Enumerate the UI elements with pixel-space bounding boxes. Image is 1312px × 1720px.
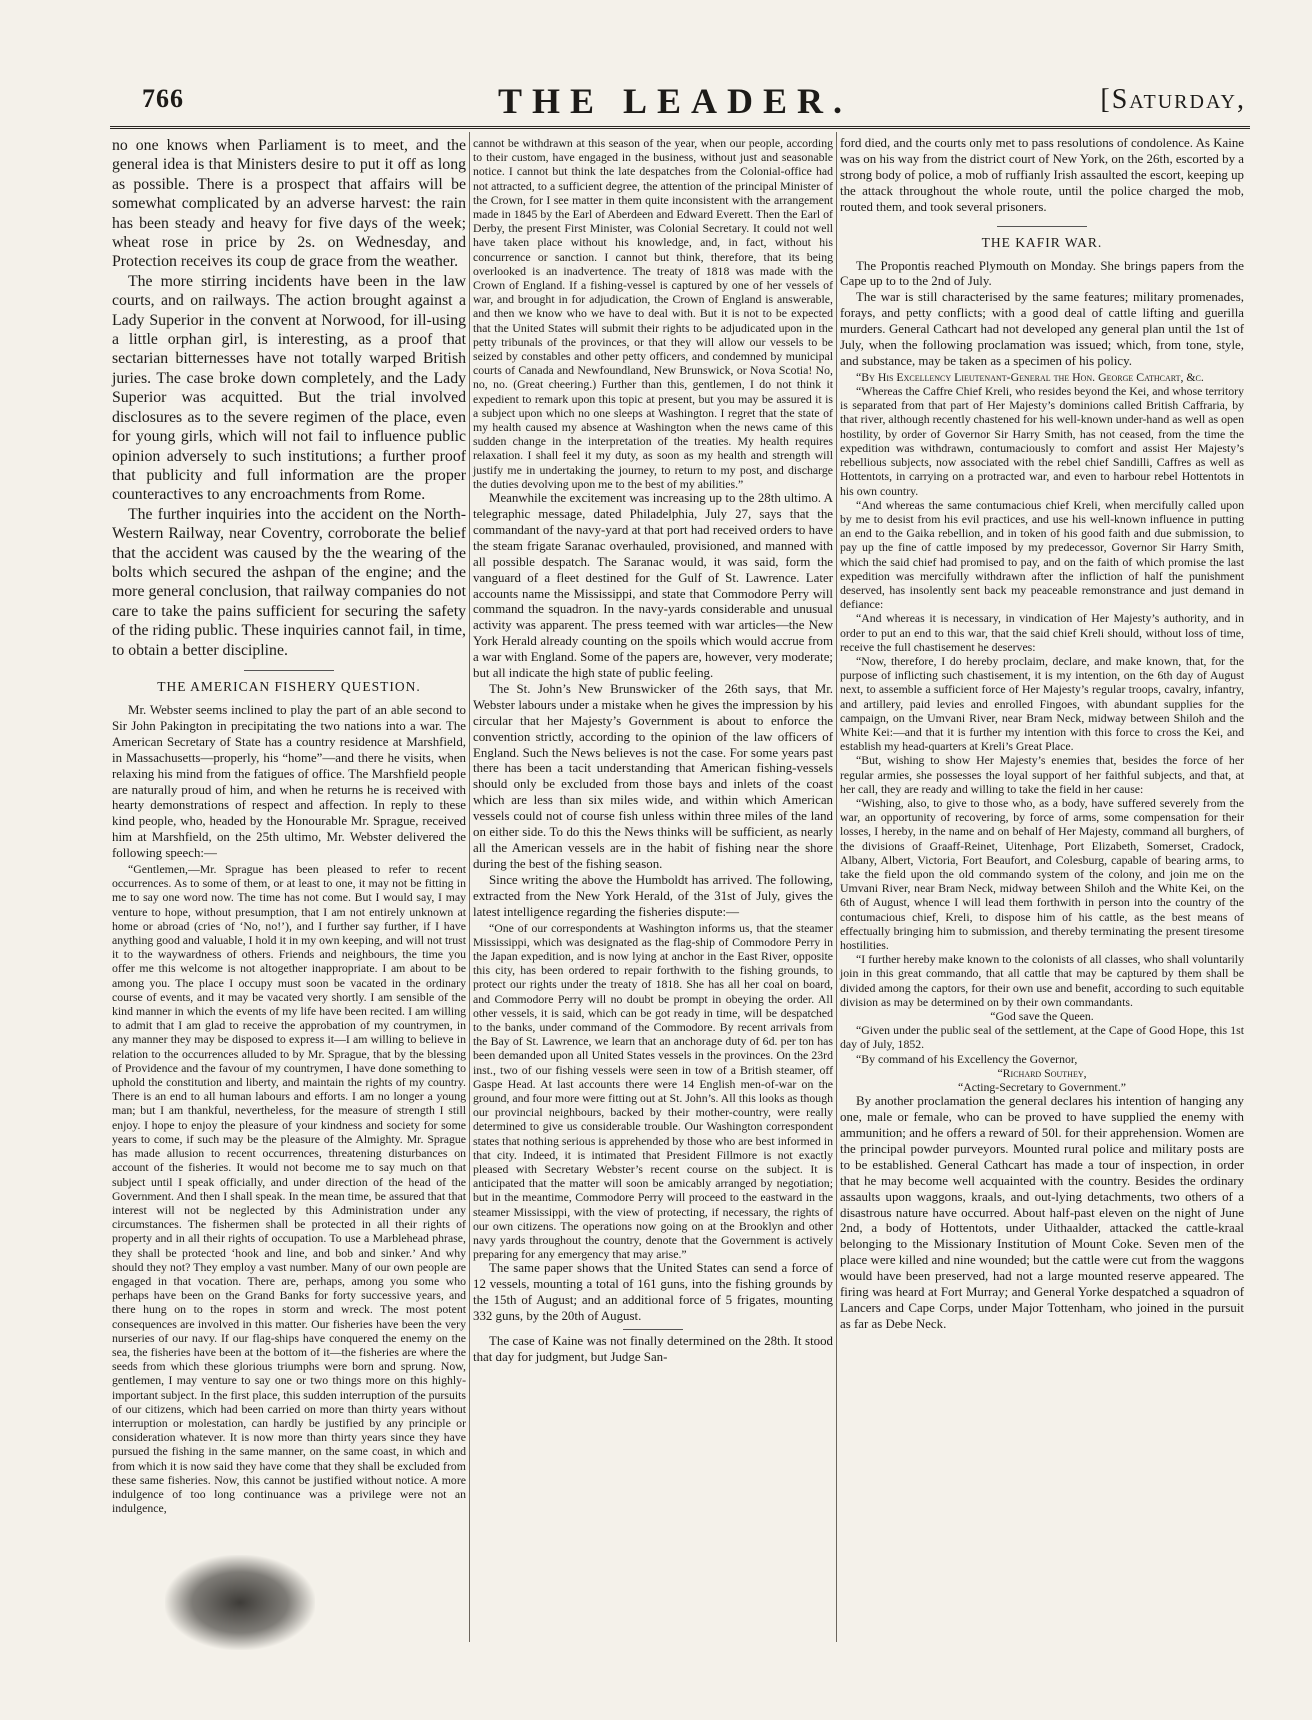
newspaper-title: THE LEADER. [498, 81, 853, 121]
proclamation-paragraph: “And whereas the same contumacious chief Kreli, when mercifully called upon by me to desist from his evil practices, and use his well-known influence in putting an end to the Gaika rebellion, and in token of his good faith and due submission, to pay up the fine of cattle imposed by my predecessor, Governor Sir Harry Smith, which the said chief had promised to pay, and on the faith of which promise the last expedition was mercifully withdrawn after the infliction of half the punishment deserved, has insolently sent back my peaceable remonstrance and just demand in defiance: [840, 497, 1244, 612]
fishery-heading: THE AMERICAN FISHERY QUESTION. [157, 678, 421, 694]
fishery-intro: Mr. Webster seems inclined to play the part of an able second to Sir John Pakington in precipitating the two nations into a war. The American Secretary of State has a country residence at Marshfield, in Massachusetts—properly, his “home”—and there he visits, when relaxing his mind from the fatigues of office. The Marshfield people are naturally proud of him, and when he returns he is received with hearty demonstrations of respect and affection. In reply to these kind people, who, headed by the Honourable Mr. Sprague, received him at Marshfield, on the 25th ultimo, Mr. Webster delivered the following speech:— [112, 702, 466, 861]
section-separator [997, 226, 1087, 227]
article-paragraph: The further inquiries into the accident on the North-Western Railway, near Coventry, corroborate the belief that the accident was caused by the the wearing of the bolts which secured the ashpan of the engine; and the more general conclusion, that railway companies do not care to take the pains sufficient for securing the safety of the riding public. These inquiries cannot fail, in time, to obtain a better discipline. [112, 505, 466, 659]
column-1 [112, 136, 466, 1515]
kaine-paragraph: The case of Kaine was not finally determined on the 28th. It stood that day for judgment, but Judge San- [473, 1334, 833, 1364]
proclamation-paragraph: “Now, therefore, I do hereby proclaim, declare, and make known, that, for the purpose of inflicting such chastisement, it is my intention, on the 6th day of August next, to assemble a sufficient force of Her Majesty’s regular troops, cavalry, infantry, and artillery, paid levies and enrolled Fingoes, with abundant supplies for the campaign, on the Umvani River, near Bram Neck, midway between Shiloh and the White Kei:—and that it is further my intention with this force to cross the Kei, and establish my head-quarters at Kreli’s Great Place. [840, 653, 1244, 754]
webster-speech: “Gentlemen,—Mr. Sprague has been pleased to refer to recent occurrences. As to some of them, or at least to one, it may not be fitting in me to say one word now. The time has not come. But I would say, I may venture to hope, without presumption, that I am not entirely unknown at home or abroad (cries of ‘No, no!’), and I further say further, if I have anything good and valuable, I hold it in my own keeping, and will not trust it to the waywardness of others. Friends and neighbours, the time you offer me this welcome is not altogether inappropriate. I am about to be among you. The place I occupy must soon be vacated in the ordinary course of events, and it may be vacated very shortly. I am sensible of the kind manner in which the events of my life have been recited. I am willing to admit that I am glad to receive the approbation of my countrymen, in any manner they may be disposed to express it—I am willing to believe in relation to the occurrences alluded to by Mr. Sprague, that by the blessing of Providence and the favour of my countrymen, I have done something to uphold the constitution and liberty, and maintain the rights of my country. There is an end to all human labours and efforts. I am no longer a young man; but I am thankful, nevertheless, for the measure of strength I still enjoy. I hope to enjoy the pleasure of your kindness and society for some years to come, if such may be the pleasure of the Almighty. Mr. Sprague has made allusion to recent occurrences, threatening disturbances on account of the fisheries. It would not become me to say much on that subject until I speak officially, and under direction of the head of the Government. And then I shall speak. In the mean time, be assured that that interest will not be neglected by this Administration under any circumstances. The fishermen shall be protected in all their rights of property and in all their rights of occupation. To use a Marblehead phrase, they shall be protected ‘hook and line, and bob and sinker.’ And why should they not? They employ a vast number. Many of our own people are engaged in that vocation. There are, perhaps, among you some who perhaps have been on the Grand Banks for forty successive years, and there hung on to the ropes in storm and wreck. The most potent consequences are involved in this matter. Our fisheries have been the very nurseries of our navy. If our flag-ships have conquered the enemy on the sea, the fisheries have been at the bottom of it—the fisheries are where the seeds from which these glorious triumphs were born and sprung. Now, gentlemen, I may venture to say one or two things more on this highly-important subject. In the first place, this sudden interruption of the pursuits of our citizens, which had been carried on more than thirty years without interruption or molestation, can hardly be justified by any principle or consideration whatever. It is now more than thirty years since they have pursued the fishing in the same manner, on the same coast, in which and from which it is now said they have come that they shall be excluded from these same fisheries. Now, this cannot be justified without notice. A more indulgence of too long continuance was a privilege were not an indulgence, [112, 862, 466, 1516]
proclamation-command: “By command of his Excellency the Governor, [856, 1051, 1078, 1066]
proclamation-signatory: “Richard Southey, [997, 1065, 1087, 1080]
herald-extract: “One of our correspondents at Washington informs us, that the steamer Mississippi, which was designated as the flag-ship of Commodore Perry in the Japan expedition, and is now lying at anchor in the East River, opposite this city, has been ordered to repair forthwith to the fishing grounds, to protect our rights under the treaty of 1818. She has all her coal on board, and Commodore Perry will no doubt be prompt in obeying the order. All other vessels, it is said, which can be got ready in time, will be despatched to the banks, under command of the Commodore. By recent arrivals from the Bay of St. Lawrence, we learn that an anchorage duty of 6d. per ton has been demanded upon all United States vessels in the provinces. On the 23rd inst., two of our fishing vessels were seen in tow of a British steamer, off Gaspe Head. At last accounts there were 14 English men-of-war on the ground, and four more were fitting out at St. John’s. All this looks as though our provincial neighbours, backed by their mother-country, were really determined to give us considerable trouble. Our Washington correspondent states that nothing serious is apprehended by those who are best informed in that city. Indeed, it is intimated that President Fillmore is not exactly pleased with Secretary Webster’s recent course on the subject. It is anticipated that the matter will soon be amicably arranged by negotiation; but in the meantime, Commodore Perry will proceed to the eastward in the steamer Mississippi, with the view of protecting, if necessary, the rights of our own citizens. The operations now going on at the Brooklyn and other navy yards throughout the country, denote that the Government is actively preparing for any emergency that may arise.” [473, 920, 833, 1262]
issue-day: [Saturday, [1100, 84, 1246, 115]
proclamation-given: “Given under the public seal of the settlement, at the Cape of Good Hope, this 1st day of July, 1852. [840, 1023, 1244, 1052]
article-paragraph: The war is still characterised by the same features; military promenades, forays, and petty conflicts; with a good deal of cattle lifting and guerilla murders. General Cathcart had not developed any general plan until the 1st of July, when the following proclamation was issued; which, from tone, style, and substance, may be taken as a specimen of his policy. [840, 290, 1244, 368]
article-paragraph: The more stirring incidents have been in the law courts, and on railways. The action brought against a Lady Superior in the convent at Norwood, for ill-using a little orphan girl, is interesting, as a proof that sectarian bitternesses have not totally warped British juries. The case broke down completely, and the Lady Superior was acquitted. But the trial involved disclosures as to the severe regimen of the place, even for young girls, which will not fail to influence public opinion adversely to such institutions; a further proof that publicity and full information are the proper counteractives to any encroachments from Rome. [112, 272, 466, 504]
proclamation-signatory-role: “Acting-Secretary to Government.” [957, 1080, 1127, 1095]
webster-speech-continued: cannot be withdrawn at this season of the year, when our people, according to their custom, have engaged in the business, without just and seasonable notice. I cannot but think the late despatches from the Colonial-office had not attracted, to a sufficient degree, the attention of the principal Minister of the Crown, for I see matter in them quite inconsistent with the arrangement made in 1845 by the Earl of Aberdeen and Edward Everett. Then the Earl of Derby, the present First Minister, was Colonial Secretary. It could not well have taken place without his knowledge, and, in fact, without his concurrence or sanction. I cannot but think, therefore, that its being overlooked is an inadvertence. The treaty of 1818 was made with the Crown of England. If a fishing-vessel is captured by one of her vessels of war, and brought in for adjudication, the Crown of England is answerable, and then we know who we have to deal with. But it is not to be expected that the United States will submit their rights to be adjudicated upon in the petty tribunals of the provinces, or that they will allow our vessels to be seized by constables and other petty officers, and condemned by municipal courts of Canada and Newfoundland, New Brunswick, or Nova Scotia! No, no, no. (Great cheering.) Further than this, gentlemen, I do not think it expedient to remark upon this topic at present, but you may be assured it is a subject upon which no one sleeps at Washington. I regret that the state of my health caused my absence at Washington when the news came of this sudden change in the interpretation of the treaties. My health requires relaxation. I shall feel it my duty, as soon as my health and strength will justify me in undertaking the journey, to return to my post, and discharge the duties devolving upon me to the best of my abilities.” [473, 136, 833, 491]
column-2 [473, 136, 833, 1366]
article-paragraph: no one knows when Parliament is to meet, and the general idea is that Ministers desire to put it off as long as possible. There is a prospect that affairs will be somewhat complicated by an adverse harvest: the rain has been steady and heavy for five days of the week; wheat rose in price by 2s. on Wednesday, and Protection receives its coup de grace from the weather. [112, 137, 466, 271]
proclamation-paragraph: “Wishing, also, to give to those who, as a body, have suffered severely from the war, an opportunity of recovering, by force of arms, some compensation for their losses, I hereby, in the name and on behalf of Her Majesty, command all burghers, of the divisions of Graaff-Reinet, Uitenhage, Port Elizabeth, Somerset, Cradock, Albany, Albert, Victoria, Fort Beaufort, and Colesburg, capable of bearing arms, to take the field upon the old commando system of the colony, and join me on the Umvani River, near Bram Neck, midway between Shiloh and the White Kei, on the 6th of August, whence I will lead them forthwith in person into the country of the contumacious chief, Kreli, to dispose him of his cattle, as the best means of effectually bringing him to submission, and thereby terminating the present tiresome hostilities. [840, 795, 1244, 952]
proclamation-title: “By His Excellency Lieutenant-General the Hon. George Cathcart, &c. [856, 369, 1204, 384]
header-rule [110, 126, 1250, 129]
proclamation-paragraph: “Whereas the Caffre Chief Kreli, who resides beyond the Kei, and whose territory is separated from that part of Her Majesty’s dominions called British Caffraria, by that river, although recently chastened for his well-known under-hand as well as open hostility, by order of Governor Sir Harry Smith, has not ceased, from the time the expedition was withdrawn, contumaciously to comfort and assist Her Majesty’s rebellious subjects, now associated with the rebel chief Sandilli, Caffres as well as Hottentots, in carrying on a protracted war, and even to harbour rebel Hottentots in his own country. [840, 384, 1244, 498]
article-paragraph: Meanwhile the excitement was increasing up to the 28th ultimo. A telegraphic message, dated Philadelphia, July 27, says that the commandant of the navy-yard at that port had received orders to have the steam frigate Saranac overhauled, provisioned, and manned with all possible despatch. The Saranac would, it was said, form the vanguard of a fleet destined for the Gulf of St. Lawrence. Later accounts name the Mississippi, and state that Commodore Perry will command the squadron. In the navy-yards considerable and unusual activity was apparent. The press teemed with war articles—the New York Herald already counting on the spoils which would accrue from a war with England. Some of the papers are, however, very moderate; but all indicate the high state of public feeling. [473, 491, 833, 681]
article-paragraph: The St. John’s New Brunswicker of the 26th says, that Mr. Webster labours under a mistake when he gives the impression by his circular that her Majesty’s Government is about to enforce the convention strictly, according to the opinion of the law officers of England. Such the News believes is not the case. For some years past there has been a tacit understanding that American fishing-vessels should only be excluded from those bays and inlets of the coast which are less than six miles wide, and within which American vessels could not of course fish unless within three miles of the land on either side. To do this the News thinks will be sufficient, as nearly all the American vessels are in the habit of fishing near the shore during the best of the fishing season. [473, 681, 833, 871]
section-separator [244, 670, 334, 671]
column-3 [840, 136, 1244, 1333]
page-number: 766 [142, 84, 184, 113]
article-paragraph: By another proclamation the general declares his intention of hanging any one, male or female, who can be proved to have supplied the enemy with ammunition; and he offers a reward of 50l. for their apprehension. Women are the principal powder purveyors. Mounted rural police and military posts are to be established. General Cathcart has made a tour of inspection, in order that he may become well acquainted with the country. Besides the ordinary assaults upon waggons, kraals, and out-lying detachments, two others of a disastrous nature have occurred. About half-past eleven on the night of June 2nd, a body of Hottentots, under Uithaalder, attacked the cattle-kraal belonging to the Missionary Institution of Mount Coke. Seven men of the place were killed and nine wounded; but the cattle were cut from the waggons would have been preserved, had not a large mounted reserve appeared. The firing was heard at Fort Murray; and General Yorke despatched a squadron of Lancers and Cape Corps, under Major Tottenham, who joined in the pursuit as far as Debe Neck. [840, 1094, 1244, 1331]
proclamation-paragraph: “But, wishing to show Her Majesty’s enemies that, besides the force of her regular armies, she possesses the loyal support of her faithful subjects, and that, at her call, they are ready and willing to take the field in her cause: [840, 753, 1244, 796]
ink-blot [165, 1555, 315, 1650]
kaine-continued: ford died, and the courts only met to pass resolutions of condolence. As Kaine was on his way from the district court of New York, on the 26th, escorted by a strong body of police, a mob of ruffianly Irish assaulted the escort, keeping up the attack throughout the whole route, until the police charged the mob, routed them, and took several prisoners. [840, 136, 1244, 214]
section-separator [623, 1329, 683, 1330]
column-divider-1 [469, 132, 470, 1642]
article-paragraph: The same paper shows that the United States can send a force of 12 vessels, mounting a total of 161 guns, into the fishing grounds by the 15th of August; and an additional force of 5 frigates, mounting 332 guns, by the 20th of August. [473, 1261, 833, 1324]
kafir-heading: THE KAFIR WAR. [981, 234, 1103, 250]
proclamation-paragraph: “And whereas it is necessary, in vindication of Her Majesty’s authority, and in order to put an end to this war, that the said chief Kreli should, without loss of time, receive the full chastisement he deserves: [840, 611, 1244, 654]
masthead [138, 78, 1246, 128]
article-paragraph: The Propontis reached Plymouth on Monday. She brings papers from the Cape up to to the 2nd of July. [840, 258, 1244, 289]
proclamation-paragraph: “I further hereby make known to the colonists of all classes, who shall voluntarily join in this great commando, that all cattle that may be captured by them shall be divided among the captors, for their own use and benefit, according to such equitable division as may be determined on by their own commandants. [840, 952, 1244, 1009]
article-paragraph: Since writing the above the Humboldt has arrived. The following, extracted from the New York Herald, of the 31st of July, gives the latest intelligence regarding the fisheries dispute:— [473, 872, 833, 919]
proclamation-god-save: “God save the Queen. [990, 1009, 1094, 1024]
column-divider-2 [836, 132, 837, 1642]
